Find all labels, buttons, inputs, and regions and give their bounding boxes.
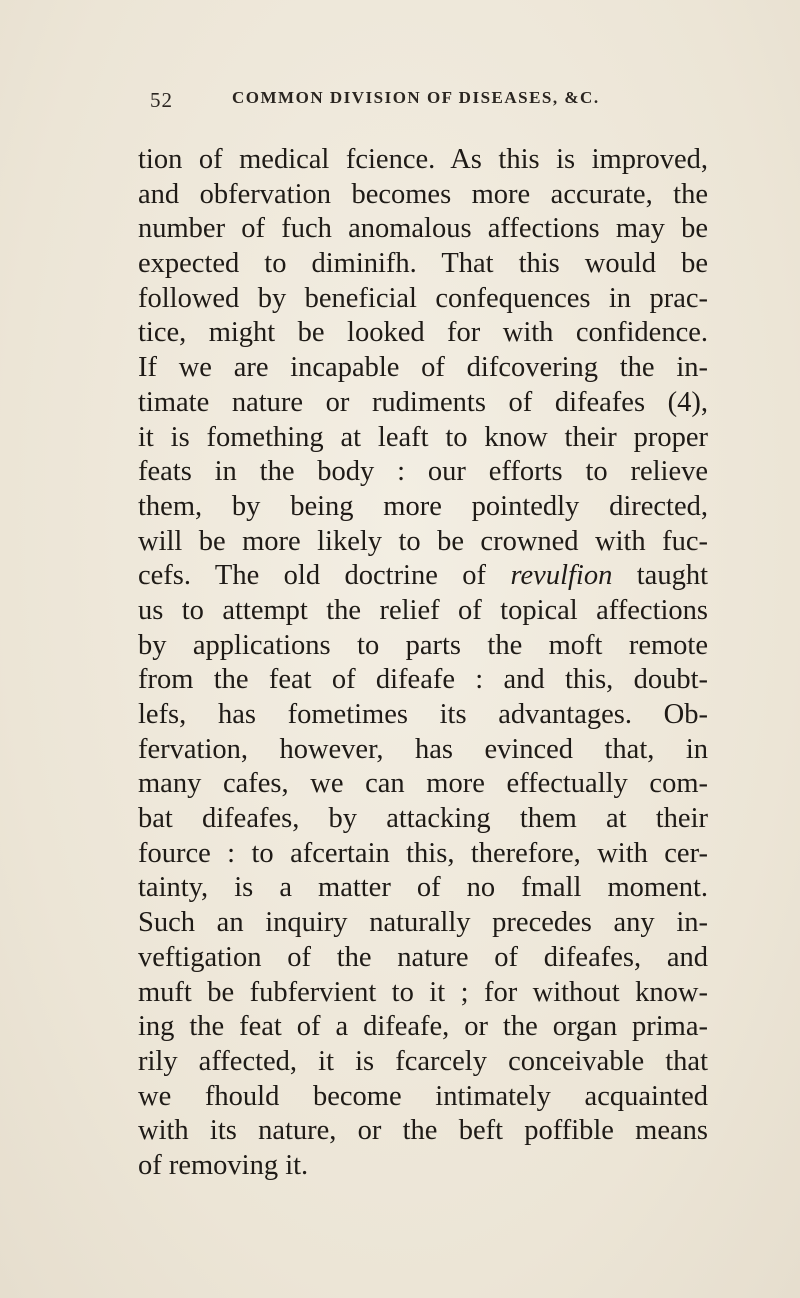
text-line: number of fuch anomalous affections may be bbox=[138, 213, 708, 245]
text-line: by applications to parts the moft remote bbox=[138, 629, 708, 661]
text-line: timate nature or rudiments of difeafes (4), bbox=[138, 386, 708, 418]
text-line: rily affected, it is fcarcely conceivable that bbox=[138, 1045, 708, 1077]
text-line: ing the feat of a difeafe, or the organ prima- bbox=[138, 1011, 708, 1043]
text-line: veftigation of the nature of difeafes, and bbox=[138, 941, 708, 973]
text-line: it is fomething at leaft to know their proper bbox=[138, 421, 708, 453]
text-line: many cafes, we can more effectually com- bbox=[138, 768, 708, 800]
text-line: we fhould become intimately acquainted bbox=[138, 1080, 708, 1112]
text-line: tion of medical fcience. As this is improved, bbox=[138, 144, 708, 175]
text-line: If we are incapable of difcovering the in- bbox=[138, 352, 708, 384]
text-line: cefs. The old doctrine of revulfion taught bbox=[138, 560, 708, 592]
text-line: them, by being more pointedly directed, bbox=[138, 490, 708, 522]
text-line: fource : to afcertain this, therefore, with cer- bbox=[138, 837, 708, 869]
running-title: COMMON DIVISION OF DISEASES, &C. bbox=[232, 88, 600, 107]
text-line: tice, might be looked for with confidence. bbox=[138, 317, 708, 349]
text-line: us to attempt the relief of topical affections bbox=[138, 594, 708, 626]
text-line: from the feat of difeafe : and this, doubt- bbox=[138, 664, 708, 696]
text-line: Such an inquiry naturally precedes any in- bbox=[138, 907, 708, 939]
text-line: tainty, is a matter of no fmall moment. bbox=[138, 872, 708, 904]
italic-word: revulfion bbox=[510, 560, 613, 592]
page-number: 52 bbox=[150, 88, 173, 112]
text-line: bat difeafes, by attacking them at their bbox=[138, 803, 708, 835]
text-line: expected to diminifh. That this would be bbox=[138, 248, 708, 280]
text-line: will be more likely to be crowned with fuc- bbox=[138, 525, 708, 557]
text-line: muft be fubfervient to it ; for without know- bbox=[138, 976, 708, 1008]
text-line: lefs, has fometimes its advantages. Ob- bbox=[138, 699, 708, 730]
text-line: and obfervation becomes more accurate, the bbox=[138, 178, 708, 210]
text-line: followed by beneficial confequences in prac- bbox=[138, 282, 708, 314]
page-header bbox=[150, 88, 670, 118]
text-line: fervation, however, has evinced that, in bbox=[138, 733, 708, 765]
body-text bbox=[138, 143, 708, 1184]
text-line: of removing it. bbox=[138, 1149, 309, 1181]
text-line: with its nature, or the beft poffible means bbox=[138, 1115, 708, 1147]
text-line: feats in the body : our efforts to relieve bbox=[138, 456, 708, 488]
